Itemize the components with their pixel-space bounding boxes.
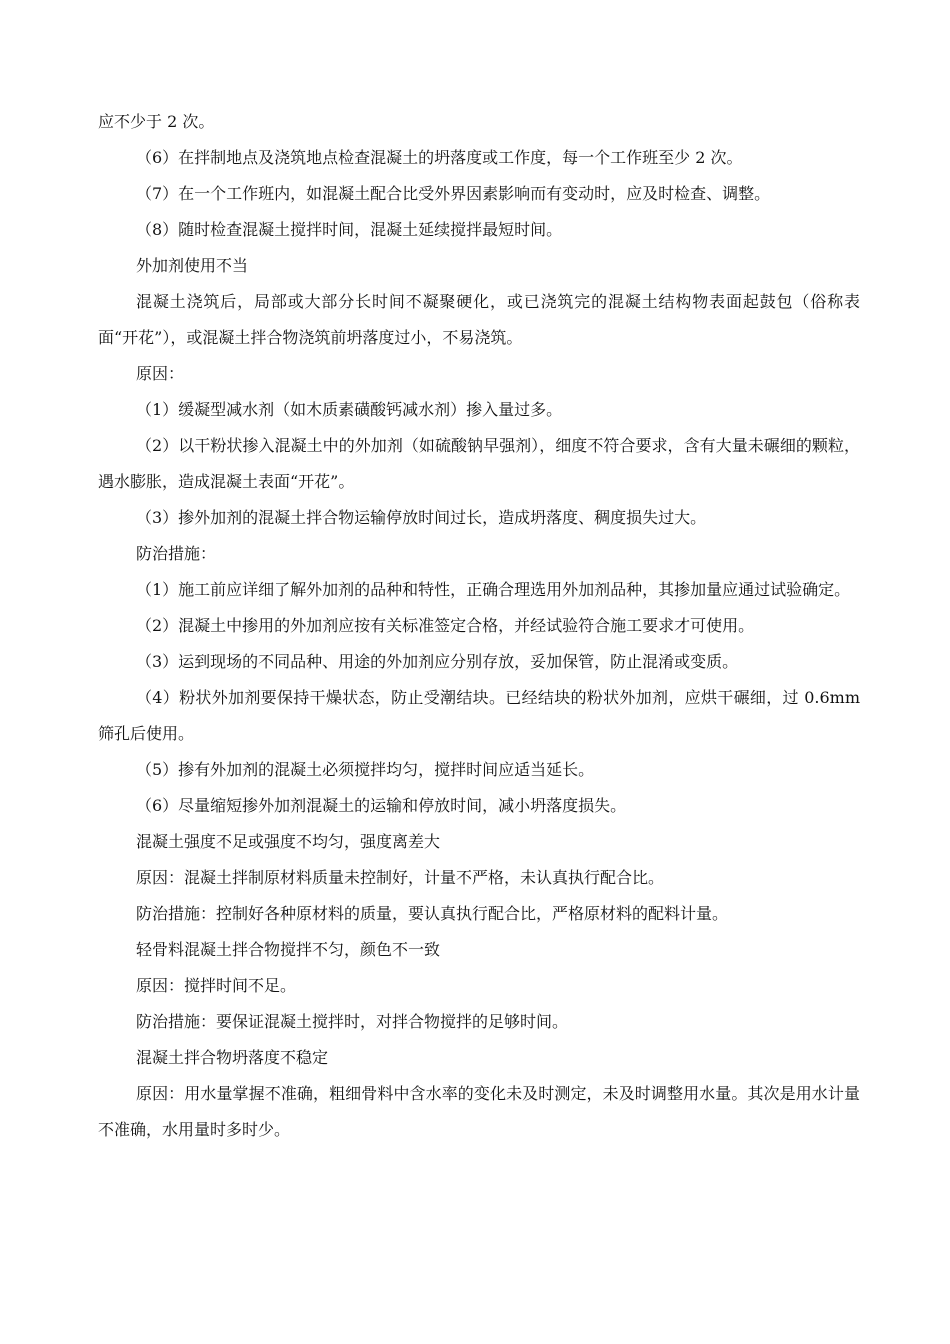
admixture-cause-2: （2）以干粉状掺入混凝土中的外加剂（如硫酸钠早强剂），细度不符合要求，含有大量未碾细的颗粒，遇水膨胀，造成混凝土表面“开花”。 xyxy=(98,436,860,491)
admixture-measure-4: （4）粉状外加剂要保持干燥状态，防止受潮结块。已经结块的粉状外加剂，应烘干碾细，过 0.6mm 筛孔后使用。 xyxy=(98,688,860,743)
section-heading-slump-instability: 混凝土拌合物坍落度不稳定 xyxy=(136,1048,329,1067)
admixture-measure-2: （2）混凝土中掺用的外加剂应按有关标准签定合格，并经试验符合施工要求才可使用。 xyxy=(136,616,755,635)
admixture-measure-1: （1）施工前应详细了解外加剂的品种和特性，正确合理选用外加剂品种，其掺加量应通过试验确定。 xyxy=(136,580,851,599)
admixture-description: 混凝土浇筑后，局部或大部分长时间不凝聚硬化，或已浇筑完的混凝土结构物表面起鼓包（俗称表面“开花”），或混凝土拌合物浇筑前坍落度过小，不易浇筑。 xyxy=(98,292,860,347)
admixture-cause-3: （3）掺外加剂的混凝土拌合物运输停放时间过长，造成坍落度、稠度损失过大。 xyxy=(136,508,707,527)
section-heading-admixture-misuse: 外加剂使用不当 xyxy=(136,256,249,275)
slump-cause: 原因：用水量掌握不准确，粗细骨料中含水率的变化未及时测定，未及时调整用水量。其次是用水计量不准确，水用量时多时少。 xyxy=(98,1084,860,1139)
section-heading-lightweight-mixing: 轻骨料混凝土拌合物搅拌不匀，颜色不一致 xyxy=(136,940,441,959)
admixture-measure-6: （6）尽量缩短掺外加剂混凝土的运输和停放时间，减小坍落度损失。 xyxy=(136,796,627,815)
lightweight-cause: 原因：搅拌时间不足。 xyxy=(136,976,297,995)
section-heading-insufficient-strength: 混凝土强度不足或强度不均匀，强度离差大 xyxy=(136,832,441,851)
strength-cause: 原因：混凝土拌制原材料质量未控制好，计量不严格，未认真执行配合比。 xyxy=(136,868,665,887)
admixture-measure-3: （3）运到现场的不同品种、用途的外加剂应分别存放，妥加保管，防止混淆或变质。 xyxy=(136,652,739,671)
strength-measure: 防治措施：控制好各种原材料的质量，要认真执行配合比，严格原材料的配料计量。 xyxy=(136,904,729,923)
document-body xyxy=(98,104,860,1148)
inspection-item-8: （8）随时检查混凝土搅拌时间，混凝土延续搅拌最短时间。 xyxy=(136,220,563,239)
lightweight-measure: 防治措施：要保证混凝土搅拌时，对拌合物搅拌的足够时间。 xyxy=(136,1012,569,1031)
admixture-measure-5: （5）掺有外加剂的混凝土必须搅拌均匀，搅拌时间应适当延长。 xyxy=(136,760,595,779)
admixture-causes-label: 原因： xyxy=(136,364,185,383)
paragraph-continuation: 应不少于 2 次。 xyxy=(98,112,215,131)
admixture-measures-label: 防治措施： xyxy=(136,544,217,563)
admixture-cause-1: （1）缓凝型减水剂（如木质素磺酸钙减水剂）掺入量过多。 xyxy=(136,400,563,419)
inspection-item-7: （7）在一个工作班内，如混凝土配合比受外界因素影响而有变动时，应及时检查、调整。 xyxy=(136,184,771,203)
inspection-item-6: （6）在拌制地点及浇筑地点检查混凝土的坍落度或工作度，每一个工作班至少 2 次。 xyxy=(136,148,743,167)
